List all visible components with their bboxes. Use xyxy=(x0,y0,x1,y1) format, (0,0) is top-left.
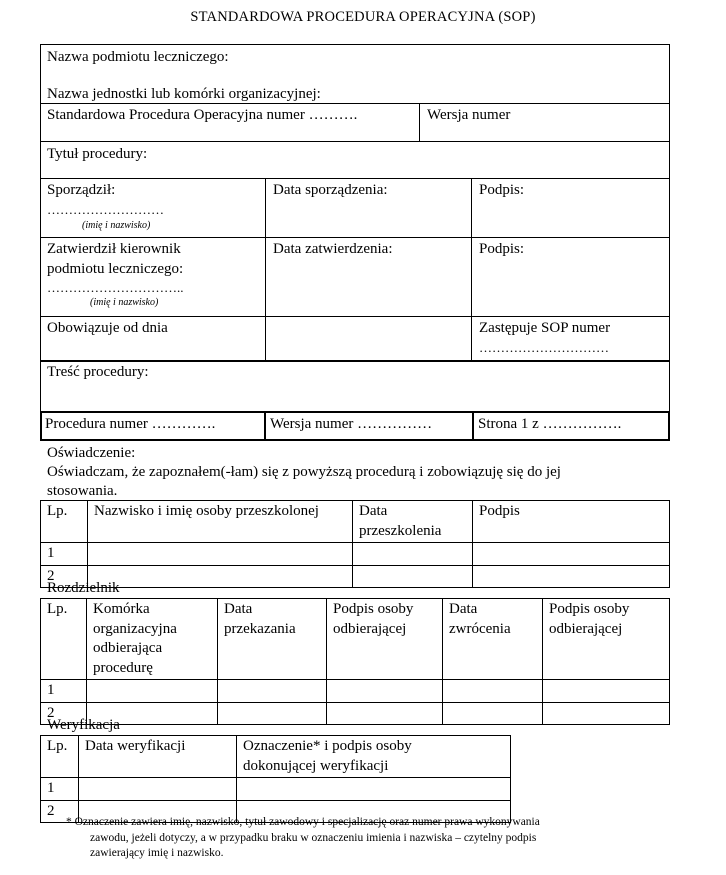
content-label: Treść procedury: xyxy=(47,364,149,380)
divider xyxy=(40,141,670,142)
cell[interactable] xyxy=(443,702,543,725)
divider xyxy=(471,178,472,361)
unit-name-label: Nazwa jednostki lub komórki organizacyjnej: xyxy=(47,86,321,102)
distribution-table xyxy=(40,598,670,725)
col-signature: Podpis xyxy=(473,501,670,543)
table-header-row xyxy=(41,501,670,543)
cell[interactable] xyxy=(473,565,670,588)
cell[interactable] xyxy=(218,702,327,725)
row-number: 2 xyxy=(41,565,88,588)
cell[interactable] xyxy=(473,543,670,566)
training-table xyxy=(40,500,670,588)
footnote-line-2: zawodu, jeżeli dotyczy, a w przypadku braku w oznaczeniu imienia i nazwiska – czytelny podpis xyxy=(90,831,537,844)
statement-heading: Oświadczenie: xyxy=(47,445,136,461)
cell[interactable] xyxy=(543,702,670,725)
table-row xyxy=(41,543,670,566)
approved-by-hint: (imię i nazwisko) xyxy=(90,297,159,308)
cell[interactable] xyxy=(88,565,353,588)
col-lp: Lp. xyxy=(41,599,87,680)
col-training-date-2: przeszkolenia xyxy=(359,522,442,539)
footnote xyxy=(66,815,666,862)
col-trainee-name: Nazwisko i imię osoby przeszkolonej xyxy=(88,501,353,543)
verification-table xyxy=(40,735,511,823)
row-number: 2 xyxy=(41,800,79,823)
cell[interactable] xyxy=(218,680,327,703)
col-receiver-signature xyxy=(327,599,443,680)
approved-date-label: Data zatwierdzenia: xyxy=(273,241,393,257)
col-handover-date-1: Data xyxy=(224,601,253,617)
col-receiver-signature-2 xyxy=(543,599,670,680)
col-receiving-unit xyxy=(87,599,218,680)
cell[interactable] xyxy=(237,778,511,801)
col-return-date-1: Data xyxy=(449,601,478,617)
col-handover-date-2: przekazania xyxy=(224,620,296,637)
replaces-label: Zastępuje SOP numer xyxy=(479,320,611,336)
table-row xyxy=(41,778,511,801)
col-receiving-unit-4: procedurę xyxy=(93,659,153,676)
cell[interactable] xyxy=(88,543,353,566)
approved-sign-label: Podpis: xyxy=(479,241,525,257)
prepared-by-dots: ……………………… xyxy=(47,202,164,217)
prepared-sign-label: Podpis: xyxy=(479,182,525,198)
table-header-row xyxy=(41,599,670,680)
divider xyxy=(40,360,670,362)
cell[interactable] xyxy=(327,702,443,725)
verification-heading: Weryfikacja xyxy=(47,717,120,733)
table-row xyxy=(41,680,670,703)
col-training-date xyxy=(353,501,473,543)
divider xyxy=(472,411,474,441)
cell[interactable] xyxy=(543,680,670,703)
replaces-dots: ………………………… xyxy=(479,340,609,355)
version-label: Wersja numer xyxy=(427,107,511,123)
procedure-number-label: Procedura numer …………. xyxy=(45,416,216,432)
statement-text-2: stosowania. xyxy=(47,483,118,499)
distribution-heading: Rozdzielnik xyxy=(47,580,120,596)
col-lp: Lp. xyxy=(41,501,88,543)
table-header-row xyxy=(41,736,511,778)
approved-by-dots: ………………………….. xyxy=(47,280,184,295)
col-receiver-signature-2a: Podpis osoby xyxy=(549,601,630,617)
version-number-label: Wersja numer …………… xyxy=(270,416,433,432)
footnote-line-1: * Oznaczenie zawiera imię, nazwisko, tytuł zawodowy i specjalizację oraz numer prawa wykonywania xyxy=(66,816,540,828)
col-receiving-unit-2: organizacyjna xyxy=(93,620,177,637)
statement-text-1: Oświadczam, że zapoznałem(-łam) się z powyższą procedurą i zobowiązuję się do jej xyxy=(47,464,561,480)
col-verifier-mark-2: dokonującej weryfikacji xyxy=(243,757,389,774)
divider xyxy=(40,316,670,317)
cell[interactable] xyxy=(353,565,473,588)
divider xyxy=(264,411,266,441)
row-number: 1 xyxy=(41,680,87,703)
divider xyxy=(419,103,420,141)
divider xyxy=(265,178,266,361)
table-row xyxy=(41,702,670,725)
document-title: STANDARDOWA PROCEDURA OPERACYJNA (SOP) xyxy=(190,9,536,25)
procedure-title-label: Tytuł procedury: xyxy=(47,146,148,162)
col-training-date-1: Data xyxy=(359,503,388,519)
row-number: 1 xyxy=(41,543,88,566)
footnote-line-3: zawierający imię i nazwisko. xyxy=(90,847,224,860)
col-return-date xyxy=(443,599,543,680)
entity-name-label: Nazwa podmiotu leczniczego: xyxy=(47,49,229,65)
approved-by-label-1: Zatwierdził kierownik xyxy=(47,241,181,257)
sop-number-label: Standardowa Procedura Operacyjna numer ………. xyxy=(47,107,358,123)
col-receiver-signature-2: odbierającej xyxy=(333,620,407,637)
valid-from-label: Obowiązuje od dnia xyxy=(47,320,168,336)
col-receiving-unit-3: odbierająca xyxy=(93,640,163,656)
col-lp: Lp. xyxy=(41,736,79,778)
prepared-date-label: Data sporządzenia: xyxy=(273,182,388,198)
cell[interactable] xyxy=(443,680,543,703)
cell[interactable] xyxy=(87,680,218,703)
col-verifier-mark-1: Oznaczenie* i podpis osoby xyxy=(243,738,412,754)
col-verifier-mark xyxy=(237,736,511,778)
prepared-by-hint: (imię i nazwisko) xyxy=(82,220,151,231)
col-receiver-signature-1: Podpis osoby xyxy=(333,601,414,617)
cell[interactable] xyxy=(79,778,237,801)
approved-by-label-2: podmiotu leczniczego: xyxy=(47,261,184,277)
col-verification-date: Data weryfikacji xyxy=(79,736,237,778)
col-receiving-unit-1: Komórka xyxy=(93,601,150,617)
row-number: 2 xyxy=(41,702,87,725)
cell[interactable] xyxy=(353,543,473,566)
page-number-label: Strona 1 z ……………. xyxy=(478,416,622,432)
prepared-by-label: Sporządził: xyxy=(47,182,116,198)
cell[interactable] xyxy=(327,680,443,703)
col-handover-date xyxy=(218,599,327,680)
col-receiver-signature-2b: odbierającej xyxy=(549,620,623,637)
divider xyxy=(40,178,670,179)
row-number: 1 xyxy=(41,778,79,801)
col-return-date-2: zwrócenia xyxy=(449,620,511,637)
divider xyxy=(40,103,670,104)
table-row xyxy=(41,565,670,588)
divider xyxy=(40,237,670,238)
